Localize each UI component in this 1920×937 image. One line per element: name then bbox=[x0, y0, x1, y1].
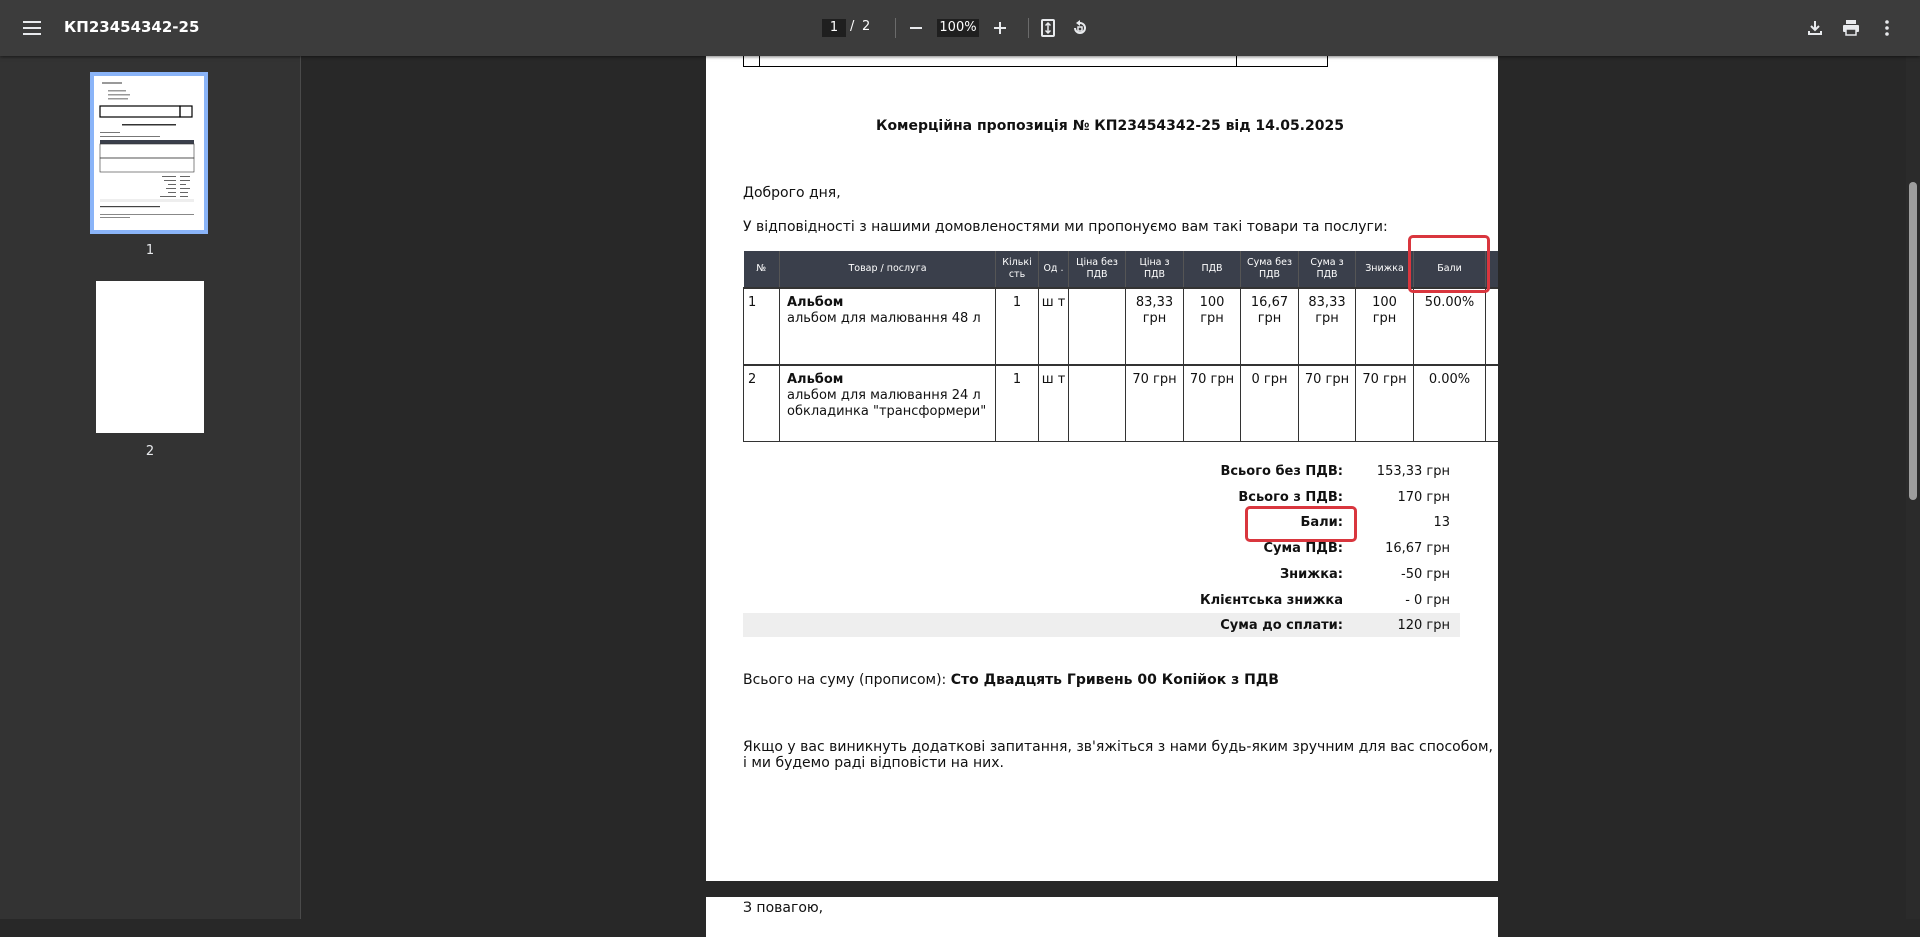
total-value: 153,33 грн bbox=[1376, 464, 1450, 479]
amount-in-words-label: Всього на суму (прописом): bbox=[743, 672, 951, 688]
total-label: Сума ПДВ: bbox=[1263, 541, 1343, 556]
product-cell bbox=[780, 288, 996, 365]
zoom-level-input[interactable]: 100% bbox=[937, 19, 979, 37]
empty-cell bbox=[1486, 365, 1499, 442]
page-total: 2 bbox=[862, 19, 871, 34]
column-header: Знижка bbox=[1356, 251, 1414, 288]
price-no-vat-cell bbox=[1069, 365, 1126, 442]
amount-in-words bbox=[743, 672, 1279, 688]
total-value: - 0 грн bbox=[1405, 593, 1450, 608]
total-value: 170 грн bbox=[1397, 490, 1450, 505]
price-no-vat-cell bbox=[1069, 288, 1126, 365]
column-header: Сума без ПДВ bbox=[1241, 251, 1299, 288]
zoom-out-button[interactable] bbox=[900, 12, 932, 44]
points-total-highlight bbox=[1245, 506, 1357, 542]
fit-page-icon bbox=[1041, 19, 1055, 37]
closing-text: З повагою, bbox=[743, 900, 824, 916]
unit-cell: ш т bbox=[1039, 365, 1069, 442]
column-header: Кількі сть bbox=[996, 251, 1039, 288]
column-header: Од . bbox=[1039, 251, 1069, 288]
total-label: Знижка: bbox=[1279, 567, 1343, 582]
page-thumbnail-preview bbox=[94, 76, 204, 230]
page-thumbnail-1[interactable] bbox=[94, 76, 204, 230]
toolbar-divider bbox=[1028, 18, 1029, 38]
quantity-cell: 1 bbox=[996, 288, 1039, 365]
product-name: Альбом bbox=[787, 295, 844, 310]
offer-heading: Комерційна пропозиція № КП23454342-25 від 14.05.2025 bbox=[876, 118, 1344, 134]
product-name: Альбом bbox=[787, 372, 844, 387]
total-value: 120 грн bbox=[1397, 618, 1450, 633]
empty-cell bbox=[1486, 288, 1499, 365]
column-header: ПДВ bbox=[1184, 251, 1241, 288]
rotate-button[interactable] bbox=[1064, 12, 1096, 44]
table-header-row bbox=[744, 251, 1499, 288]
discount-cell: 70 грн bbox=[1356, 365, 1414, 442]
items-table bbox=[743, 251, 1498, 442]
table-row bbox=[744, 365, 1499, 442]
page-thumbnail-2[interactable] bbox=[96, 281, 204, 433]
scrollbar-thumb[interactable] bbox=[1909, 182, 1917, 500]
zoom-in-button[interactable] bbox=[984, 12, 1016, 44]
column-header: № bbox=[744, 251, 780, 288]
more-options-button[interactable] bbox=[1871, 12, 1903, 44]
product-description: обкладинка "трансформери" bbox=[787, 404, 987, 419]
discount-cell: 100 грн bbox=[1356, 288, 1414, 365]
menu-button[interactable] bbox=[16, 12, 48, 44]
column-header: Сума з ПДВ bbox=[1299, 251, 1356, 288]
product-description: альбом для малювання 48 л bbox=[787, 311, 981, 326]
contact-text-line: Якщо у вас виникнуть додаткові запитання, зв'яжіться з нами будь-яким зручним для вас способом, bbox=[743, 739, 1493, 755]
grand-total-highlight bbox=[743, 613, 1460, 637]
greeting-text: Доброго дня, bbox=[743, 185, 841, 201]
printer-icon bbox=[1842, 20, 1860, 36]
table-row bbox=[744, 288, 1499, 365]
points-column-highlight bbox=[1408, 235, 1490, 293]
points-cell: 50.00% bbox=[1414, 288, 1486, 365]
download-button[interactable] bbox=[1799, 12, 1831, 44]
print-button[interactable] bbox=[1835, 12, 1867, 44]
plus-icon bbox=[993, 21, 1007, 35]
sum-vat-cell: 83,33 грн bbox=[1299, 288, 1356, 365]
fit-page-button[interactable] bbox=[1032, 12, 1064, 44]
page-number-input[interactable]: 1 bbox=[822, 19, 846, 37]
total-value: 13 bbox=[1433, 515, 1450, 530]
total-value: -50 грн bbox=[1401, 567, 1450, 582]
contact-text-line: і ми будемо раді відповісти на них. bbox=[743, 755, 1004, 771]
price-vat-cell: 70 грн bbox=[1126, 365, 1184, 442]
column-header: Товар / послуга bbox=[780, 251, 996, 288]
column-header: Бали bbox=[1414, 251, 1486, 288]
previous-table-fragment bbox=[743, 56, 1328, 67]
total-label: Бали: bbox=[1300, 515, 1343, 530]
vertical-scrollbar[interactable] bbox=[1906, 56, 1920, 919]
amount-in-words-value: Сто Двадцять Гривень 00 Копійок з ПДВ bbox=[950, 672, 1279, 688]
sum-no-vat-cell: 0 грн bbox=[1241, 365, 1299, 442]
rotate-icon bbox=[1071, 19, 1089, 37]
total-label: Клієнтська знижка bbox=[1199, 593, 1343, 608]
more-vertical-icon bbox=[1885, 20, 1889, 36]
quantity-cell: 1 bbox=[996, 365, 1039, 442]
sum-no-vat-cell: 16,67 грн bbox=[1241, 288, 1299, 365]
unit-cell: ш т bbox=[1039, 288, 1069, 365]
points-cell: 0.00% bbox=[1414, 365, 1486, 442]
page-separator: / bbox=[850, 19, 855, 34]
vat-cell: 100 грн bbox=[1184, 288, 1241, 365]
total-label: Сума до сплати: bbox=[1220, 618, 1343, 633]
product-description: альбом для малювання 24 л bbox=[787, 388, 981, 403]
vat-cell: 70 грн bbox=[1184, 365, 1241, 442]
total-label: Всього без ПДВ: bbox=[1220, 464, 1343, 479]
price-vat-cell: 83,33 грн bbox=[1126, 288, 1184, 365]
column-header: Ціна без ПДВ bbox=[1069, 251, 1126, 288]
row-number: 1 bbox=[744, 288, 780, 365]
minus-icon bbox=[909, 21, 923, 35]
intro-text: У відповідності з нашими домовленостями ми пропонуємо вам такі товари та послуги: bbox=[743, 219, 1388, 235]
column-header: Ціна з ПДВ bbox=[1126, 251, 1184, 288]
hamburger-menu-icon bbox=[23, 21, 41, 35]
product-cell bbox=[780, 365, 996, 442]
row-number: 2 bbox=[744, 365, 780, 442]
thumbnail-sidebar bbox=[0, 56, 301, 919]
toolbar-divider bbox=[895, 18, 896, 38]
document-title: КП23454342-25 bbox=[64, 18, 200, 36]
total-value: 16,67 грн bbox=[1385, 541, 1450, 556]
total-label: Всього з ПДВ: bbox=[1238, 490, 1343, 505]
pdf-toolbar bbox=[0, 0, 1920, 56]
pdf-page-2 bbox=[706, 897, 1498, 937]
thumbnail-label: 2 bbox=[145, 444, 155, 459]
pdf-page-1 bbox=[706, 56, 1498, 881]
thumbnail-label: 1 bbox=[145, 243, 155, 258]
sum-vat-cell: 70 грн bbox=[1299, 365, 1356, 442]
download-icon bbox=[1807, 20, 1823, 36]
